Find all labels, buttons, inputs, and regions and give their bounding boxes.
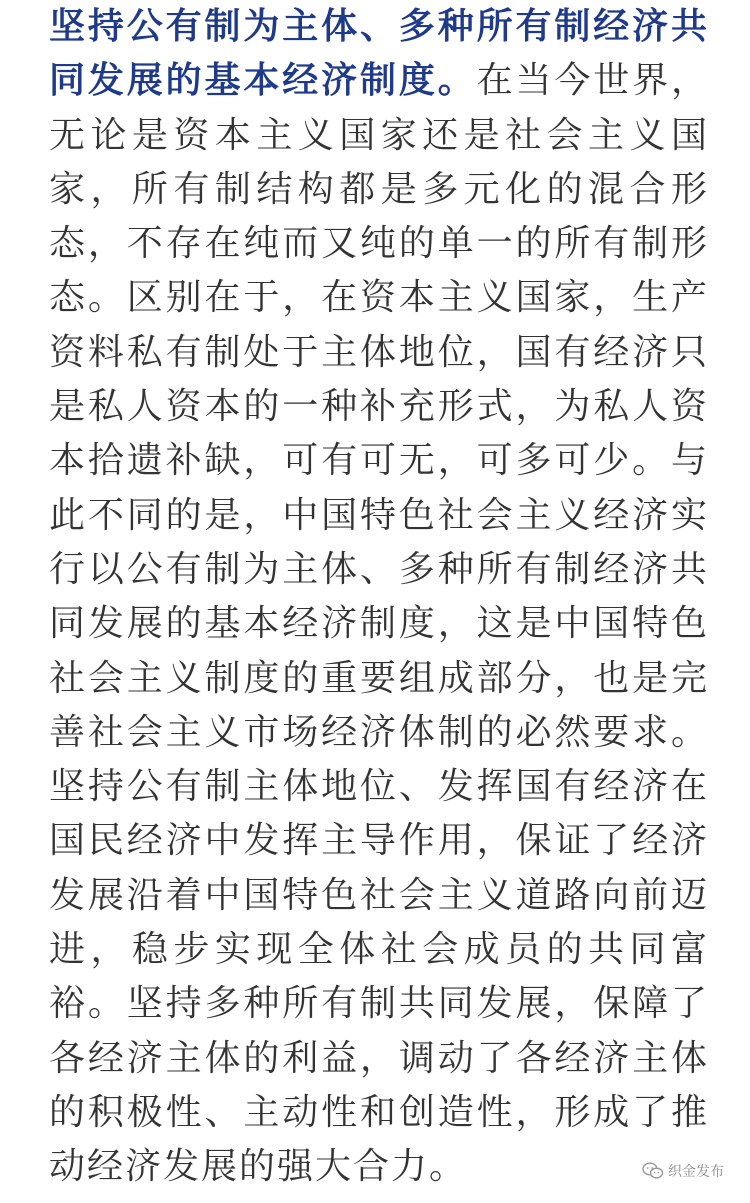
article-paragraph [49, 0, 709, 1195]
watermark-text: 织金发布 [668, 1164, 724, 1180]
lead-heading: 坚持公有制为主体、多种所有制经济共同发展的基本经济制度。 [49, 6, 709, 102]
article-body [49, 0, 709, 1195]
body-text: 在当今世界，无论是资本主义国家还是社会主义国家，所有制结构都是多元化的混合形态，不存在纯而又纯的单一的所有制形态。区别在于，在资本主义国家，生产资料私有制处于主体地位，国有经济只是私人资本的一种补充形式，为私人资本拾遗补缺，可有可无，可多可少。与此不同的是，中国特色社会主义经济实行以公有制为主体、多种所有制经济共同发展的基本经济制度，这是中国特色社会主义制度的重要组成部分，也是完善社会主义市场经济体制的必然要求。坚持公有制主体地位、发挥国有经济在国民经济中发挥主导作用，保证了经济发展沿着中国特色社会主义道路向前迈进，稳步实现全体社会成员的共同富裕。坚持多种所有制共同发展，保障了各经济主体的利益，调动了各经济主体的积极性、主动性和创造性，形成了推动经济发展的强大合力。 [49, 60, 709, 1188]
wechat-icon [642, 1162, 664, 1180]
source-watermark [642, 1161, 724, 1181]
